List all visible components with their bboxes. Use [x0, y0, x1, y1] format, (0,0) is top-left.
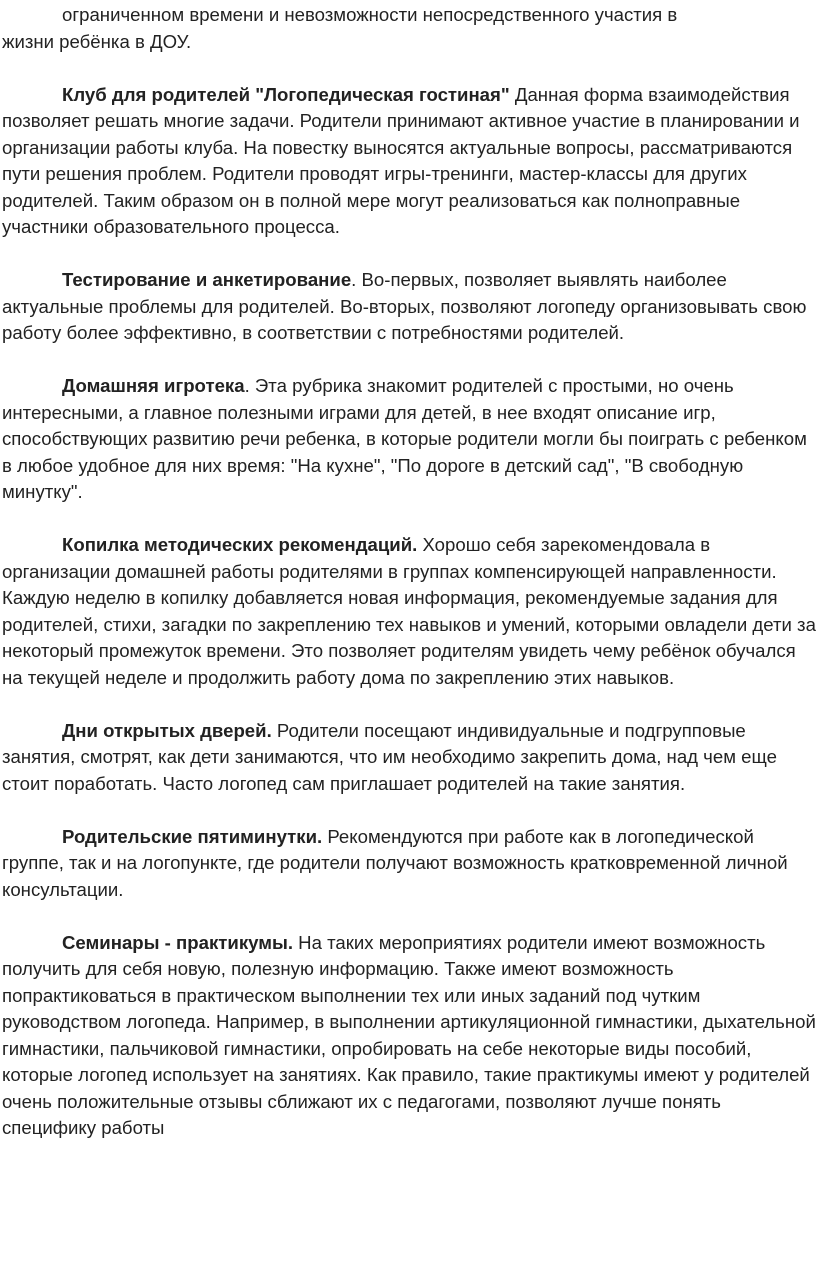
- section-heading: Копилка методических рекомендаций.: [62, 534, 418, 555]
- section-home-games: [2, 373, 816, 506]
- section-heading: Домашняя игротека: [62, 375, 245, 396]
- section-testing: [2, 267, 816, 347]
- section-seminars: [2, 930, 816, 1142]
- section-heading: Семинары - практикумы.: [62, 931, 294, 953]
- section-heading: Тестирование и анкетирование: [62, 269, 352, 290]
- section-body: Данная форма взаимодействия позволяет решать многие задачи. Родители принимают активное участие в планировании и организации работы клуба. На повестку выносятся актуальные вопросы, рассматриваются пути решения проблем. Родители проводят игры-тренинги, мастер-классы для других родителей. Таким образом он в полной мере могут реализоваться как полноправные участники образовательного процесса.: [2, 83, 800, 237]
- document-page: [2, 2, 816, 1168]
- section-heading: Дни открытых дверей.: [62, 719, 272, 741]
- intro-line-2: жизни ребёнка в ДОУ.: [2, 30, 192, 52]
- section-body: . Во-первых, позволяет выявлять наиболее актуальные проблемы для родителей. Во-вторых, позволяют логопеду организовывать свою работу более эффективно, в соответствии с потребностями родителей.: [2, 269, 807, 343]
- intro-line-1: ограниченном времени и невозможности непосредственного участия в: [62, 4, 678, 25]
- section-body: . Эта рубрика знакомит родителей с простыми, но очень интересными, а главное полезными играми для детей, в нее входят описание игр, способствующих развитию речи ребенка, в которые родители могли бы поиграть с ребенком в любое удобное для них время: "На кухне", "По дороге в детский сад", "В свободную минутку".: [2, 375, 807, 502]
- section-body: Рекомендуются при работе как в логопедической группе, так и на логопункте, где родители получают возможность кратковременной личной консультации.: [2, 825, 788, 900]
- section-body: Хорошо себя зарекомендовала в организации домашней работы родителями в группах компенсирующей направленности. Каждую неделю в копилку добавляется новая информация, рекомендуемые задания для родителей, стихи, загадки по закреплению тех навыков и умений, которыми овладели дети за некоторый промежуток времени. Это позволяет родителям увидеть чему ребёнок обучался на текущей неделе и продолжить работу дома по закреплению этих навыков.: [2, 534, 816, 688]
- section-open-days: [2, 718, 816, 798]
- section-heading: Родительские пятиминутки.: [62, 825, 323, 847]
- section-body: Родители посещают индивидуальные и подгрупповые занятия, смотрят, как дети занимаются, что им необходимо закрепить дома, над чем еще стоит поработать. Часто логопед сам приглашает родителей на такие занятия.: [2, 719, 777, 794]
- section-method-box: [2, 532, 816, 691]
- section-heading: Клуб для родителей "Логопедическая гостиная": [62, 83, 510, 105]
- section-logoped-club: [2, 82, 816, 241]
- section-five-minutes: [2, 824, 816, 904]
- section-body: На таких мероприятиях родители имеют возможность получить для себя новую, полезную информацию. Также имеют возможность попрактиковаться в практическом выполнении тех или иных заданий под чутким руководством логопеда. Например, в выполнении артикуляционной гимнастики, дыхательной гимнастики, пальчиковой гимнастики, опробировать на себе некоторые виды пособий, которые логопед использует на занятиях. Как правило, такие практикумы имеют у родителей очень положительные отзывы сближают их с педагогами, позволяют лучше понять специфику работы: [2, 931, 816, 1138]
- intro-paragraph: [2, 2, 816, 55]
